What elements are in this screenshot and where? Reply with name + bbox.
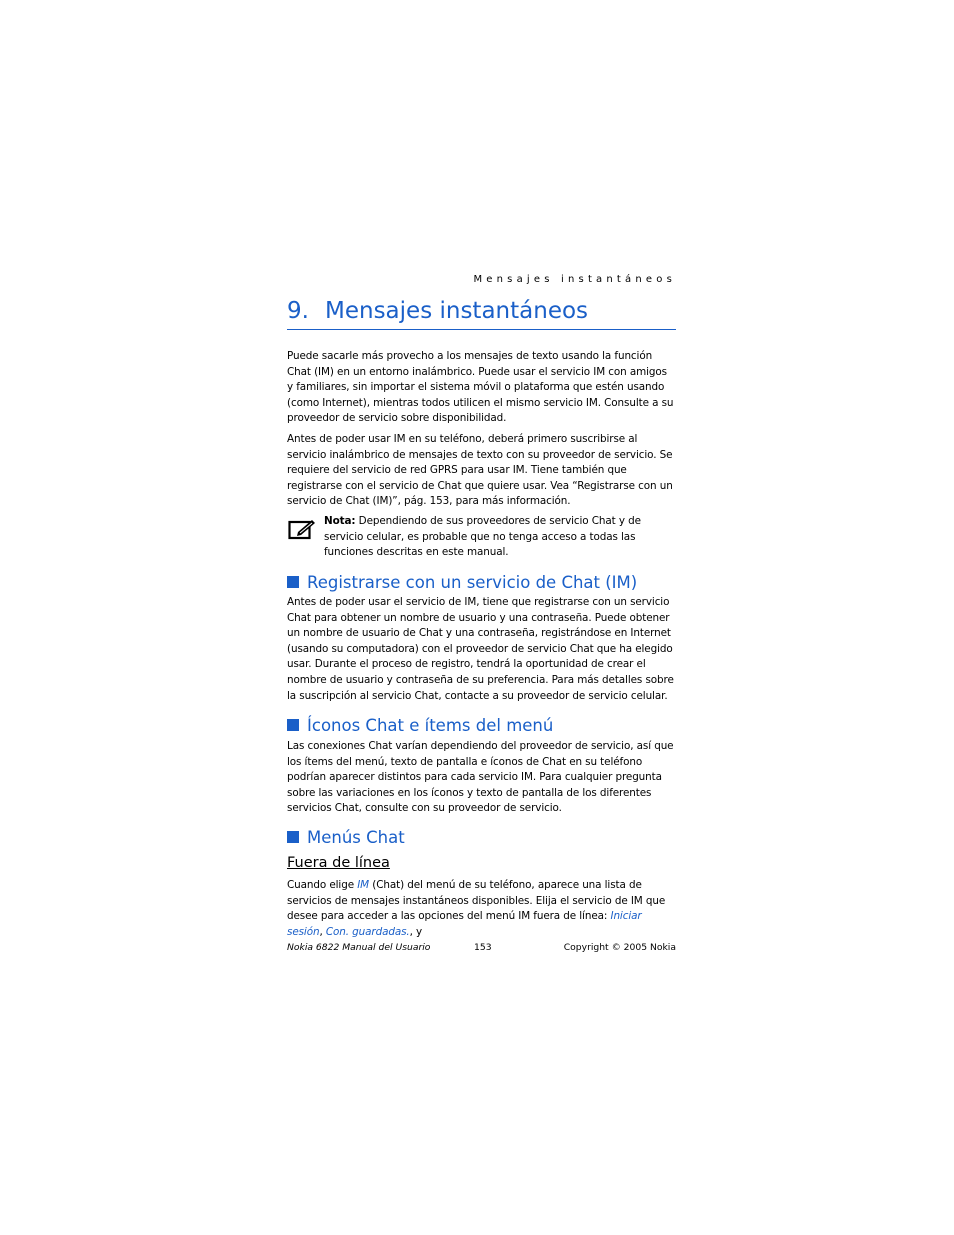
chapter-title [287, 294, 676, 330]
section-register-body-block [287, 595, 676, 704]
menus-text-4: , y [409, 925, 423, 938]
section-heading-menus [287, 827, 676, 849]
section-square-icon [287, 719, 299, 731]
footer-manual-title: Nokia 6822 Manual del Usuario [287, 942, 431, 953]
section-heading-icons [287, 715, 676, 737]
section-register-body: Antes de poder usar el servicio de IM, tiene que registrarse con un servicio Chat para obtener un nombre de usuario y una contraseña. Puede obtener un nombre de usuario de Chat y una contraseña, registrándose en Internet (usando su computadora) con el proveedor de servicio Chat que ha elegido usar. Durante el proceso de registro, tendrá la oportunidad de crear el nombre de usuario y contraseña de su preferencia. Para más detalles sobre la suscripción al servicio Chat, contacte a su proveedor de servicio celular. [287, 596, 674, 702]
note-pencil-icon [288, 518, 316, 540]
note-body: Dependiendo de sus proveedores de servicio Chat y de servicio celular, es probable que no tenga acceso a todas las funciones descritas en este manual. [324, 515, 641, 559]
section-square-icon [287, 831, 299, 843]
section-title-register: Registrarse con un servicio de Chat (IM) [307, 573, 638, 592]
intro-paragraph-1-block [287, 349, 676, 427]
iniciar-sesion-link[interactable]: Iniciar sesión [287, 910, 642, 938]
menus-text-3: , [319, 925, 326, 938]
section-title-menus: Menús Chat [307, 828, 405, 847]
intro-paragraph-1: Puede sacarle más provecho a los mensajes de texto usando la función Chat (IM) en un entorno inalámbrico. Puede usar el servicio IM con amigos y familiares, sin importar el sistema móvil o plataforma que estén usando (como Internet), mientras todos utilicen el mismo servicio IM. Consulte a su proveedor de servicio sobre disponibilidad. [287, 350, 674, 425]
note-label: Nota: [324, 515, 356, 527]
con-guardadas-link[interactable]: Con. guardadas. [325, 925, 410, 938]
chapter-number: 9. [287, 298, 309, 324]
section-title-icons: Íconos Chat e ítems del menú [307, 716, 554, 735]
section-icons-body: Las conexiones Chat varían dependiendo del proveedor de servicio, así que los ítems del menú, texto de pantalla e íconos de Chat en su teléfono podrían aparecer distintos para cada servicio IM. Para cualquier pregunta sobre las variaciones en los íconos y texto de pantalla de los diferentes servicios Chat, consulte con su proveedor de servicio. [287, 740, 674, 815]
menus-text-2: (Chat) del menú de su teléfono, aparece una lista de servicios de mensajes instantáneos disponibles. Elija el servicio de IM que desee para acceder a las opciones del menú IM fuera de línea: [287, 879, 666, 923]
note-text [324, 514, 674, 561]
subsection-title-offline: Fuera de línea [287, 855, 390, 871]
footer-page-number: 153 [474, 942, 492, 953]
section-menus-body-block [287, 878, 676, 940]
running-header: Mensajes instantáneos [473, 274, 676, 285]
chapter-title-text: Mensajes instantáneos [325, 298, 589, 324]
section-icons-body-block [287, 739, 676, 817]
im-menu-link[interactable]: IM [357, 879, 370, 891]
intro-paragraph-2-block [287, 432, 676, 510]
section-square-icon [287, 576, 299, 588]
footer-copyright: Copyright © 2005 Nokia [563, 942, 676, 953]
menus-text-1: Cuando elige [287, 879, 358, 891]
section-menus-body [287, 878, 676, 940]
intro-paragraph-2: Antes de poder usar IM en su teléfono, deberá primero suscribirse al servicio inalámbrico de mensajes de texto con su proveedor de servicio. Se requiere del servicio de red GPRS para usar IM. Tiene también que registrarse con el servicio de Chat que quiere usar. Vea “Registrarse con un servicio de Chat (IM)”, pág. 153, para más información. [287, 433, 673, 508]
section-heading-register [287, 572, 676, 594]
